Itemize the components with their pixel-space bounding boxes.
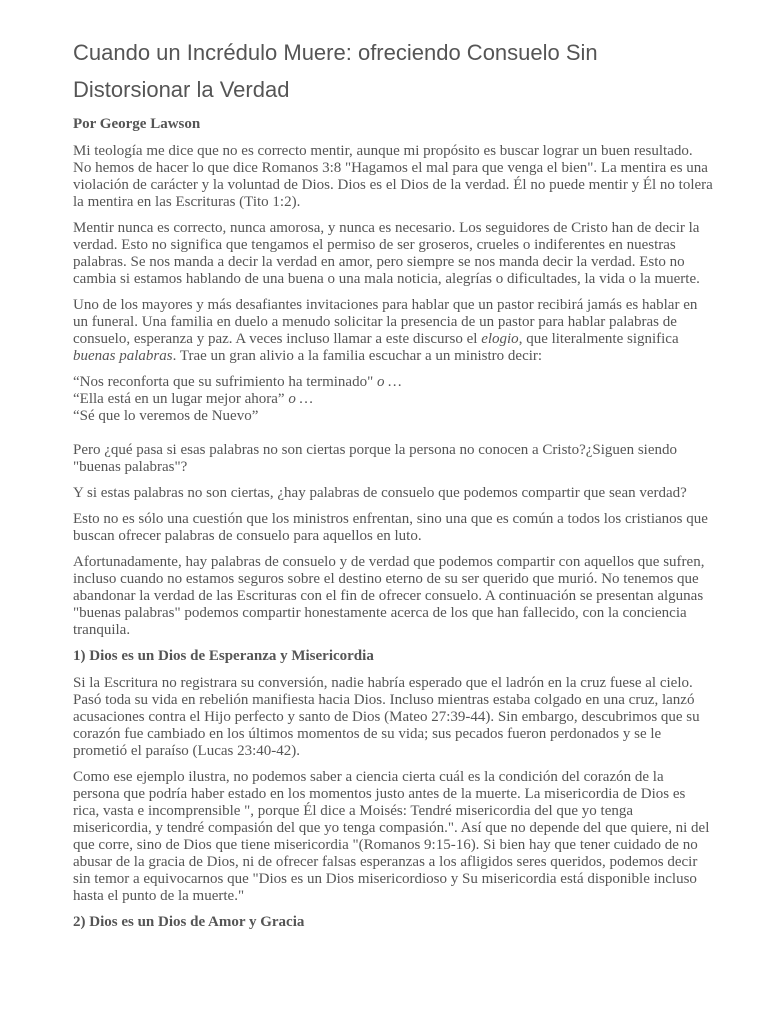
quote-2-or: o … [288, 391, 313, 407]
quote-1-or: o … [376, 374, 402, 390]
quote-2 [73, 391, 713, 408]
paragraph-2: Mentir nunca es correcto, nunca amorosa, y nunca es necesario. Los seguidores de Cristo han de decir la verdad. Esto no significa que tengamos el permiso de ser groseros, crueles o indiferentes en nuestras palabras. Se nos manda a decir la verdad en amor, pero siempre se nos manda decir la verdad. Esto no cambia si estamos hablando de una buena o una mala noticia, alegrías o dificultades, la vida o la muerte. [73, 220, 700, 287]
paragraph-8: Si la Escritura no registrara su conversión, nadie habría esperado que el ladrón en la cruz fuese al cielo. Pasó toda su vida en rebelión manifiesta hacia Dios. Incluso mientras estaba colgado en una cruz, lanzó acusaciones contra el Hijo perfecto y santo de Dios (Mateo 27:39-44). Sin embargo, descubrimos que su corazón fue cambiado en los últimos momentos de su vida; sus pecados fueron perdonados y se le prometió el paraíso (Lucas 23:40-42). [73, 675, 700, 759]
paragraph-3-emphasis-elogio: elogio [481, 331, 519, 347]
quote-3-text: “Sé que lo veremos de Nuevo” [73, 408, 259, 424]
article-title: Cuando un Incrédulo Muere: ofreciendo Consuelo Sin Distorsionar la Verdad [73, 40, 598, 102]
quote-1-text: “Nos reconforta que su sufrimiento ha terminado" [73, 374, 377, 390]
article-author: Por George Lawson [73, 116, 201, 132]
paragraph-5: Y si estas palabras no son ciertas, ¿hay palabras de consuelo que podemos compartir que sean verdad? [73, 485, 687, 501]
quote-list [73, 374, 713, 425]
paragraph-3-text-b: , que literalmente significa [518, 331, 679, 347]
paragraph-1: Mi teología me dice que no es correcto mentir, aunque mi propósito es buscar lograr un buen resultado. No hemos de hacer lo que dice Romanos 3:8 "Hagamos el mal para que venga el bien". La mentira es una violación de carácter y la voluntad de Dios. Dios es el Dios de la verdad. Él no puede mentir y Él no tolera la mentira en las Escrituras (Tito 1:2). [73, 143, 713, 210]
paragraph-7: Afortunadamente, hay palabras de consuelo y de verdad que podemos compartir con aquellos que sufren, incluso cuando no estamos seguros sobre el destino eterno de su ser querido que murió. No tenemos que abandonar la verdad de las Escrituras con el fin de ofrecer consuelo. A continuación se presentan algunas "buenas palabras" podemos compartir honestamente acerca de los que han fallecido, con la conciencia tranquila. [73, 554, 705, 638]
article [73, 34, 713, 941]
quote-2-text: “Ella está en un lugar mejor ahora” [73, 391, 289, 407]
paragraph-3-emphasis-buenas-palabras: buenas palabras [73, 348, 173, 364]
paragraph-3-text-a: Uno de los mayores y más desafiantes invitaciones para hablar que un pastor recibirá jamás es hablar en un funeral. Una familia en duelo a menudo solicitar la presencia de un pastor para hablar palabras de consuelo, esperanza y paz. A veces incluso llamar a este discurso el [73, 297, 698, 347]
quote-1 [73, 374, 713, 391]
quote-3 [73, 408, 713, 425]
paragraph-3 [73, 297, 713, 365]
paragraph-4: Pero ¿qué pasa si esas palabras no son ciertas porque la persona no conocen a Cristo?¿Siguen siendo "buenas palabras"? [73, 442, 677, 475]
paragraph-6: Esto no es sólo una cuestión que los ministros enfrentan, sino una que es común a todos los cristianos que buscan ofrecer palabras de consuelo para aquellos en luto. [73, 511, 708, 544]
paragraph-3-text-c: . Trae un gran alivio a la familia escuchar a un ministro decir: [172, 348, 543, 364]
paragraph-9: Como ese ejemplo ilustra, no podemos saber a ciencia cierta cuál es la condición del corazón de la persona que podría haber estado en los momentos justo antes de la muerte. La misericordia de Dios es rica, vasta e incomprensible ", porque Él dice a Moisés: Tendré misericordia del que yo tenga misericordia, y tendré compasión del que yo tenga compasión.". Así que no depende del que quiere, ni del que corre, sino de Dios que tiene misericordia "(Romanos 9:15-16). Si bien hay que tener cuidado de no abusar de la gracia de Dios, ni de ofrecer falsas esperanzas a los afligidos seres queridos, podemos decir sin temor a equivocarnos que "Dios es un Dios misericordioso y Su misericordia está disponible incluso hasta el punto de la muerte." [73, 769, 710, 904]
section-heading-1: 1) Dios es un Dios de Esperanza y Misericordia [73, 648, 374, 664]
section-heading-2: 2) Dios es un Dios de Amor y Gracia [73, 914, 305, 930]
